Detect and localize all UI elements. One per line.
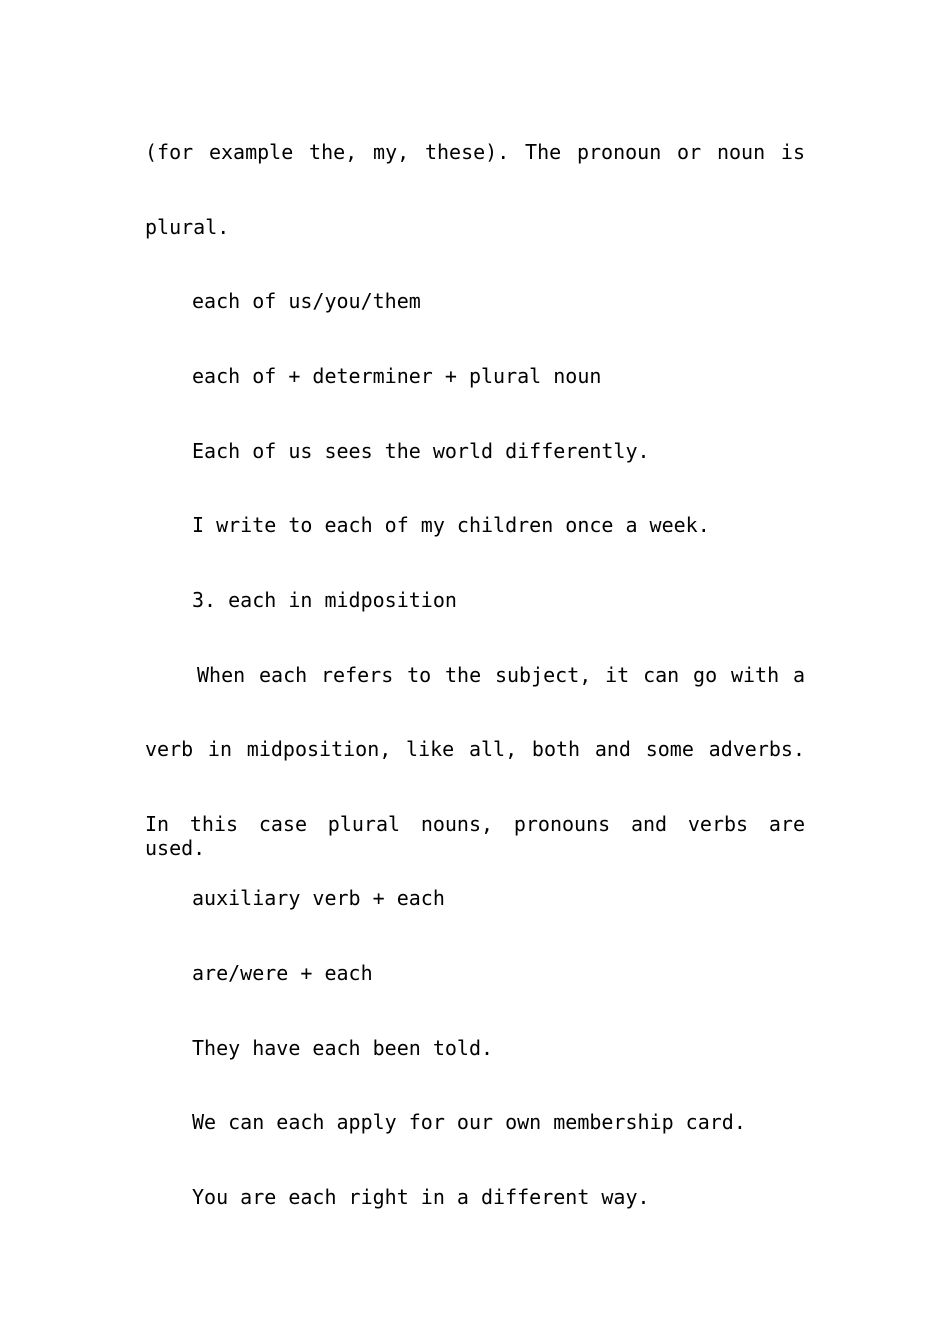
paragraph-line: In this case plural nouns, pronouns and verbs are used. — [145, 812, 805, 860]
pattern-line: each of + determiner + plural noun — [192, 364, 602, 388]
paragraph-line: plural. — [145, 215, 230, 239]
example-sentence: We can each apply for our own membership card. — [192, 1110, 746, 1134]
example-sentence: They have each been told. — [192, 1036, 494, 1060]
section-heading: 3. each in midposition — [192, 588, 457, 612]
example-sentence: You are each right in a different way. — [192, 1185, 650, 1209]
paragraph-line: (for example the, my, these). The pronoun or noun is — [145, 140, 805, 164]
paragraph-line: When each refers to the subject, it can go with a — [197, 663, 805, 687]
example-sentence: I write to each of my children once a week. — [192, 513, 710, 537]
paragraph-line: verb in midposition, like all, both and some adverbs. — [145, 737, 805, 761]
pattern-line: auxiliary verb + each — [192, 886, 445, 910]
pattern-line: each of us/you/them — [192, 289, 421, 313]
pattern-line: are/were + each — [192, 961, 373, 985]
example-sentence: Each of us sees the world differently. — [192, 439, 650, 463]
